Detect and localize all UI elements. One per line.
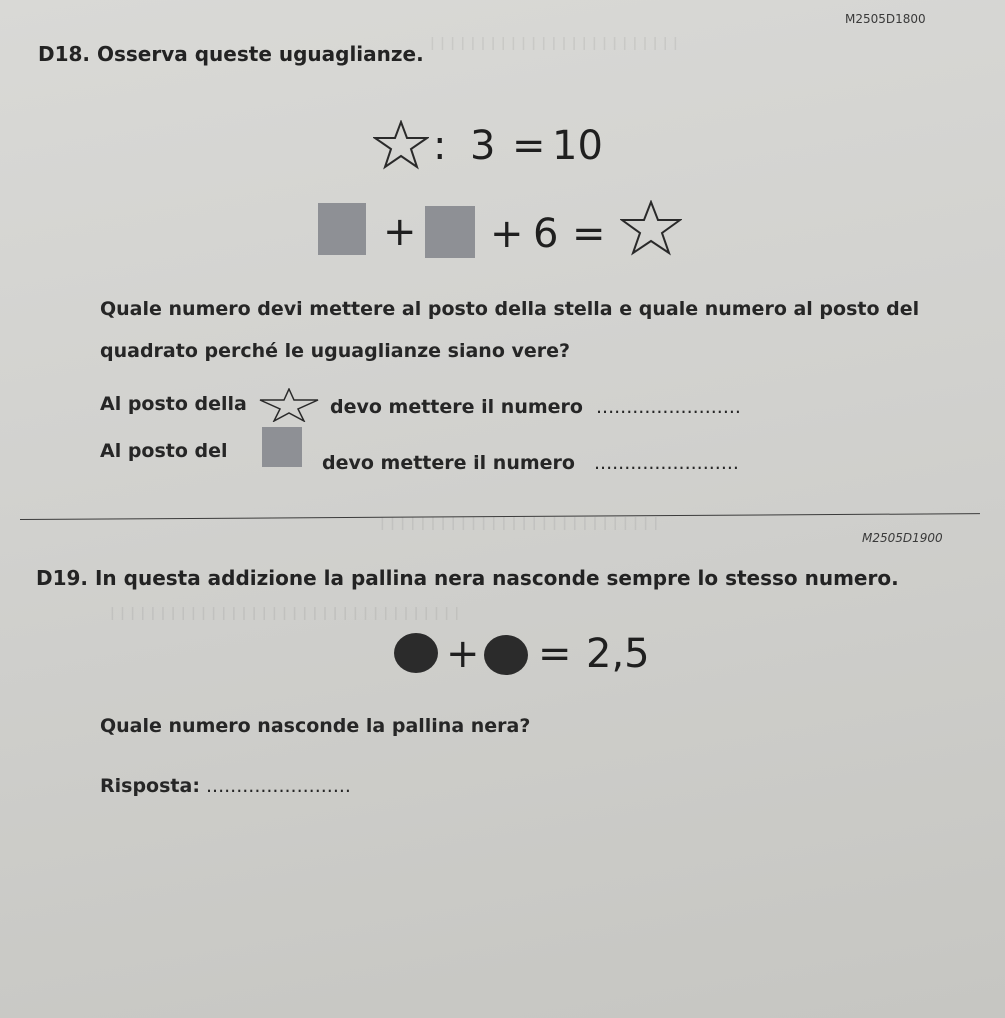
square-icon [425, 206, 475, 258]
question-code-d18: M2505D1800 [845, 12, 926, 26]
answer-blank-square[interactable]: ........................ [594, 452, 739, 474]
answer-label: devo mettere il numero [330, 396, 583, 418]
plus-sign: + [383, 209, 417, 255]
answer-blank-star[interactable]: ........................ [596, 396, 741, 418]
addend: 6 [533, 211, 559, 257]
result: 10 [552, 123, 603, 169]
black-ball-icon [394, 633, 438, 673]
question-title-d18: D18. Osserva queste uguaglianze. [38, 42, 424, 66]
black-ball-icon [484, 635, 528, 675]
answer-label: devo mettere il numero [322, 452, 575, 474]
star-icon [258, 388, 320, 422]
square-icon [262, 427, 302, 467]
equals-sign: = [512, 123, 546, 169]
question-title-d19: D19. In questa addizione la pallina nera nasconde sempre lo stesso numero. [36, 566, 899, 590]
division-sign: : [433, 123, 447, 169]
answer-label: Al posto della [100, 393, 247, 415]
result: 2,5 [586, 631, 650, 677]
question-text-line1: Quale numero devi mettere al posto della stella e quale numero al posto del [100, 298, 920, 320]
equals-sign: = [572, 211, 606, 257]
answer-label: Risposta: [100, 775, 200, 797]
question-code-d19: M2505D1900 [862, 531, 943, 545]
answer-blank[interactable]: ........................ [206, 775, 351, 797]
question-text-line2: quadrato perché le uguaglianze siano vere? [100, 340, 571, 362]
answer-label: Al posto del [100, 440, 228, 462]
divisor: 3 [470, 123, 496, 169]
square-icon [318, 203, 366, 255]
plus-sign: + [490, 211, 524, 257]
star-icon [373, 120, 429, 170]
star-icon [620, 200, 682, 256]
equals-sign: = [538, 631, 572, 677]
question-text: Quale numero nasconde la pallina nera? [100, 715, 531, 737]
plus-sign: + [446, 631, 480, 677]
